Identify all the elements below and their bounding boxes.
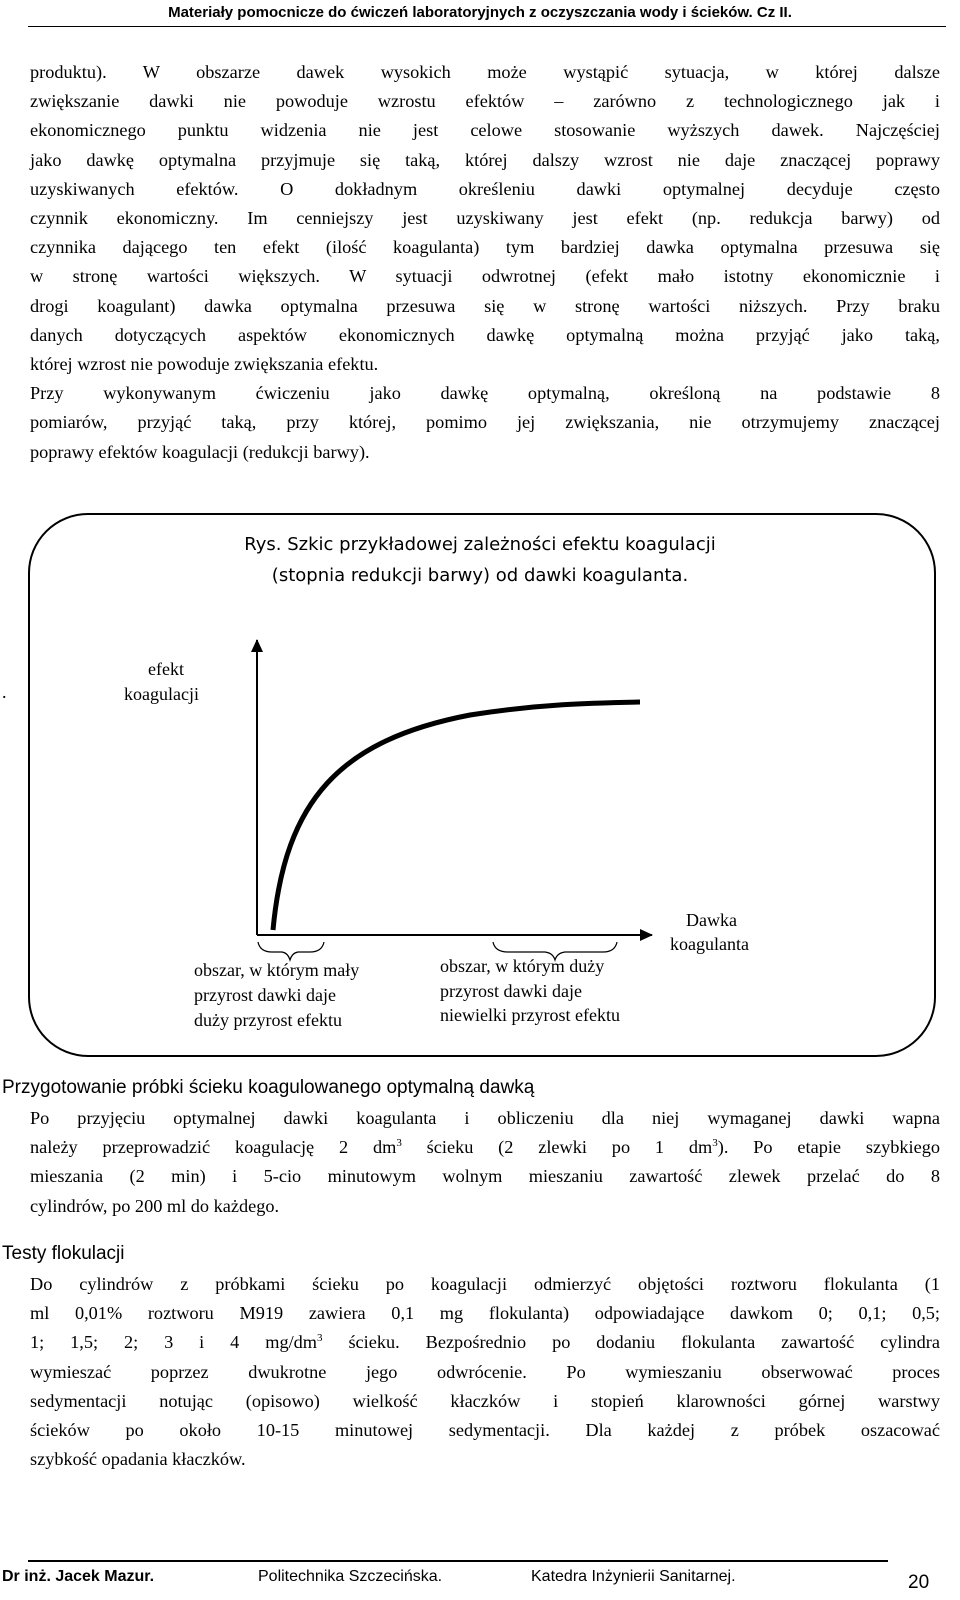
text-line: jako dawkę optymalna przyjmuje się taką, której dalszy wzrost nie daje znaczącej poprawy — [30, 149, 940, 170]
text-line: w stronę wartości większych. W sytuacji odwrotnej (efekt mało istotny ekonomicznie i — [30, 266, 940, 287]
figure-caption-line1: Rys. Szkic przykładowej zależności efektu koagulacji — [244, 534, 716, 555]
region1-label-line1: obszar, w którym mały — [194, 960, 360, 980]
y-axis-label-line2: koagulacji — [124, 684, 199, 704]
text-line: Po przyjęciu optymalnej dawki koagulanta i obliczeniu dla niej wymaganej dawki wapna — [30, 1108, 940, 1128]
text-line: czynnik ekonomiczny. Im cenniejszy jest uzyskiwany jest efekt (np. redukcja barwy) od — [30, 208, 940, 229]
figure-caption-line2: (stopnia redukcji barwy) od dawki koagulanta. — [271, 565, 689, 586]
text-line: ml 0,01% roztworu M919 zawiera 0,1 mg flokulanta) odpowiadające dawkom 0; 0,1; 0,5; — [30, 1303, 940, 1324]
sample-prep-paragraph — [30, 1104, 940, 1221]
text-line: należy przeprowadzić koagulację 2 $dm^3$ ścieku (2 zlewki po 1 $dm^3$). Po etapie szybkiego — [30, 1137, 940, 1158]
text-line: szybkość opadania kłaczków. — [30, 1449, 246, 1470]
text-line: drogi koagulant) dawka optymalna przesuwa się w stronę wartości niższych. Przy braku — [30, 295, 940, 316]
figure-dot: . — [2, 682, 7, 702]
region2-label-line3: niewielki przyrost efektu — [440, 1005, 620, 1025]
page-header: Materiały pomocnicze do ćwiczeń laboratoryjnych z oczyszczania wody i ścieków. Cz II. — [168, 4, 792, 21]
text-line: Przy wykonywanym ćwiczeniu jako dawkę optymalną, określoną na podstawie 8 — [30, 383, 940, 404]
text-line: zwiększanie dawki nie powoduje wzrostu efektów – zarówno z technologicznego jak i — [30, 91, 940, 112]
text-line: produktu). W obszarze dawek wysokich może wystąpić sytuacja, w której dalsze — [30, 62, 940, 82]
text-line: czynnika dającego ten efekt (ilość koagulanta) tym bardziej dawka optymalna przesuwa się — [30, 237, 940, 258]
x-axis-label-line1: Dawka — [686, 910, 737, 930]
text-line: danych dotyczących aspektów ekonomicznych dawkę optymalną można przyjąć jako taką, — [30, 324, 940, 345]
footer-department: Katedra Inżynierii Sanitarnej. — [531, 1568, 736, 1585]
text-line: której wzrost nie powoduje zwiększania efektu. — [30, 354, 379, 375]
region2-label-line1: obszar, w którym duży — [440, 956, 605, 976]
section-title-sample-prep: Przygotowanie próbki ścieku koagulowanego optymalną dawką — [2, 1077, 535, 1098]
page-number: 20 — [908, 1572, 930, 1593]
footer-rule — [28, 1560, 888, 1562]
text-line: ścieków po około 10-15 minutowej sedymentacji. Dla każdej z próbek oszacować — [30, 1420, 940, 1441]
text-line: poprawy efektów koagulacji (redukcji barwy). — [30, 441, 370, 462]
text-line: Do cylindrów z próbkami ścieku po koagulacji odmierzyć objętości roztworu flokulanta (1 — [30, 1274, 940, 1294]
text-line: pomiarów, przyjąć taką, przy której, pomimo jej zwiększania, nie otrzymujemy znaczącej — [30, 412, 940, 433]
text-line: uzyskiwanych efektów. O dokładnym określeniu dawki optymalnej decyduje często — [30, 178, 940, 199]
text-line: 1; 1,5; 2; 3 i 4 $mg/dm^3$ ścieku. Bezpośrednio po dodaniu flokulanta zawartość cylindra — [30, 1332, 941, 1353]
x-axis-label-line2: koagulanta — [670, 934, 749, 954]
region1-label-line3: duży przyrost efektu — [194, 1010, 342, 1030]
footer-author: Dr inż. Jacek Mazur. — [2, 1568, 155, 1585]
y-axis-label-line1: efekt — [148, 659, 184, 679]
intro-paragraph — [30, 58, 940, 467]
header-rule — [28, 26, 946, 27]
flocculation-paragraph — [30, 1270, 940, 1474]
text-line: ekonomicznego punktu widzenia nie jest celowe stosowanie wyższych dawek. Najczęściej — [30, 120, 940, 141]
text-line: mieszania (2 min) i 5-cio minutowym wolnym mieszaniu zawartość zlewek przelać do 8 — [30, 1166, 940, 1187]
region2-label-line2: przyrost dawki daje — [440, 981, 582, 1001]
region1-label-line2: przyrost dawki daje — [194, 985, 336, 1005]
text-line: wymieszać poprzez dwukrotne jego odwrócenie. Po wymieszaniu obserwować proces — [30, 1361, 940, 1382]
text-line: sedymentacji notując (opisowo) wielkość kłaczków i stopień klarowności górnej warstwy — [30, 1390, 940, 1411]
section-title-flocculation: Testy flokulacji — [2, 1243, 125, 1264]
footer-university: Politechnika Szczecińska. — [258, 1568, 443, 1585]
text-line: cylindrów, po 200 ml do każdego. — [30, 1195, 280, 1216]
